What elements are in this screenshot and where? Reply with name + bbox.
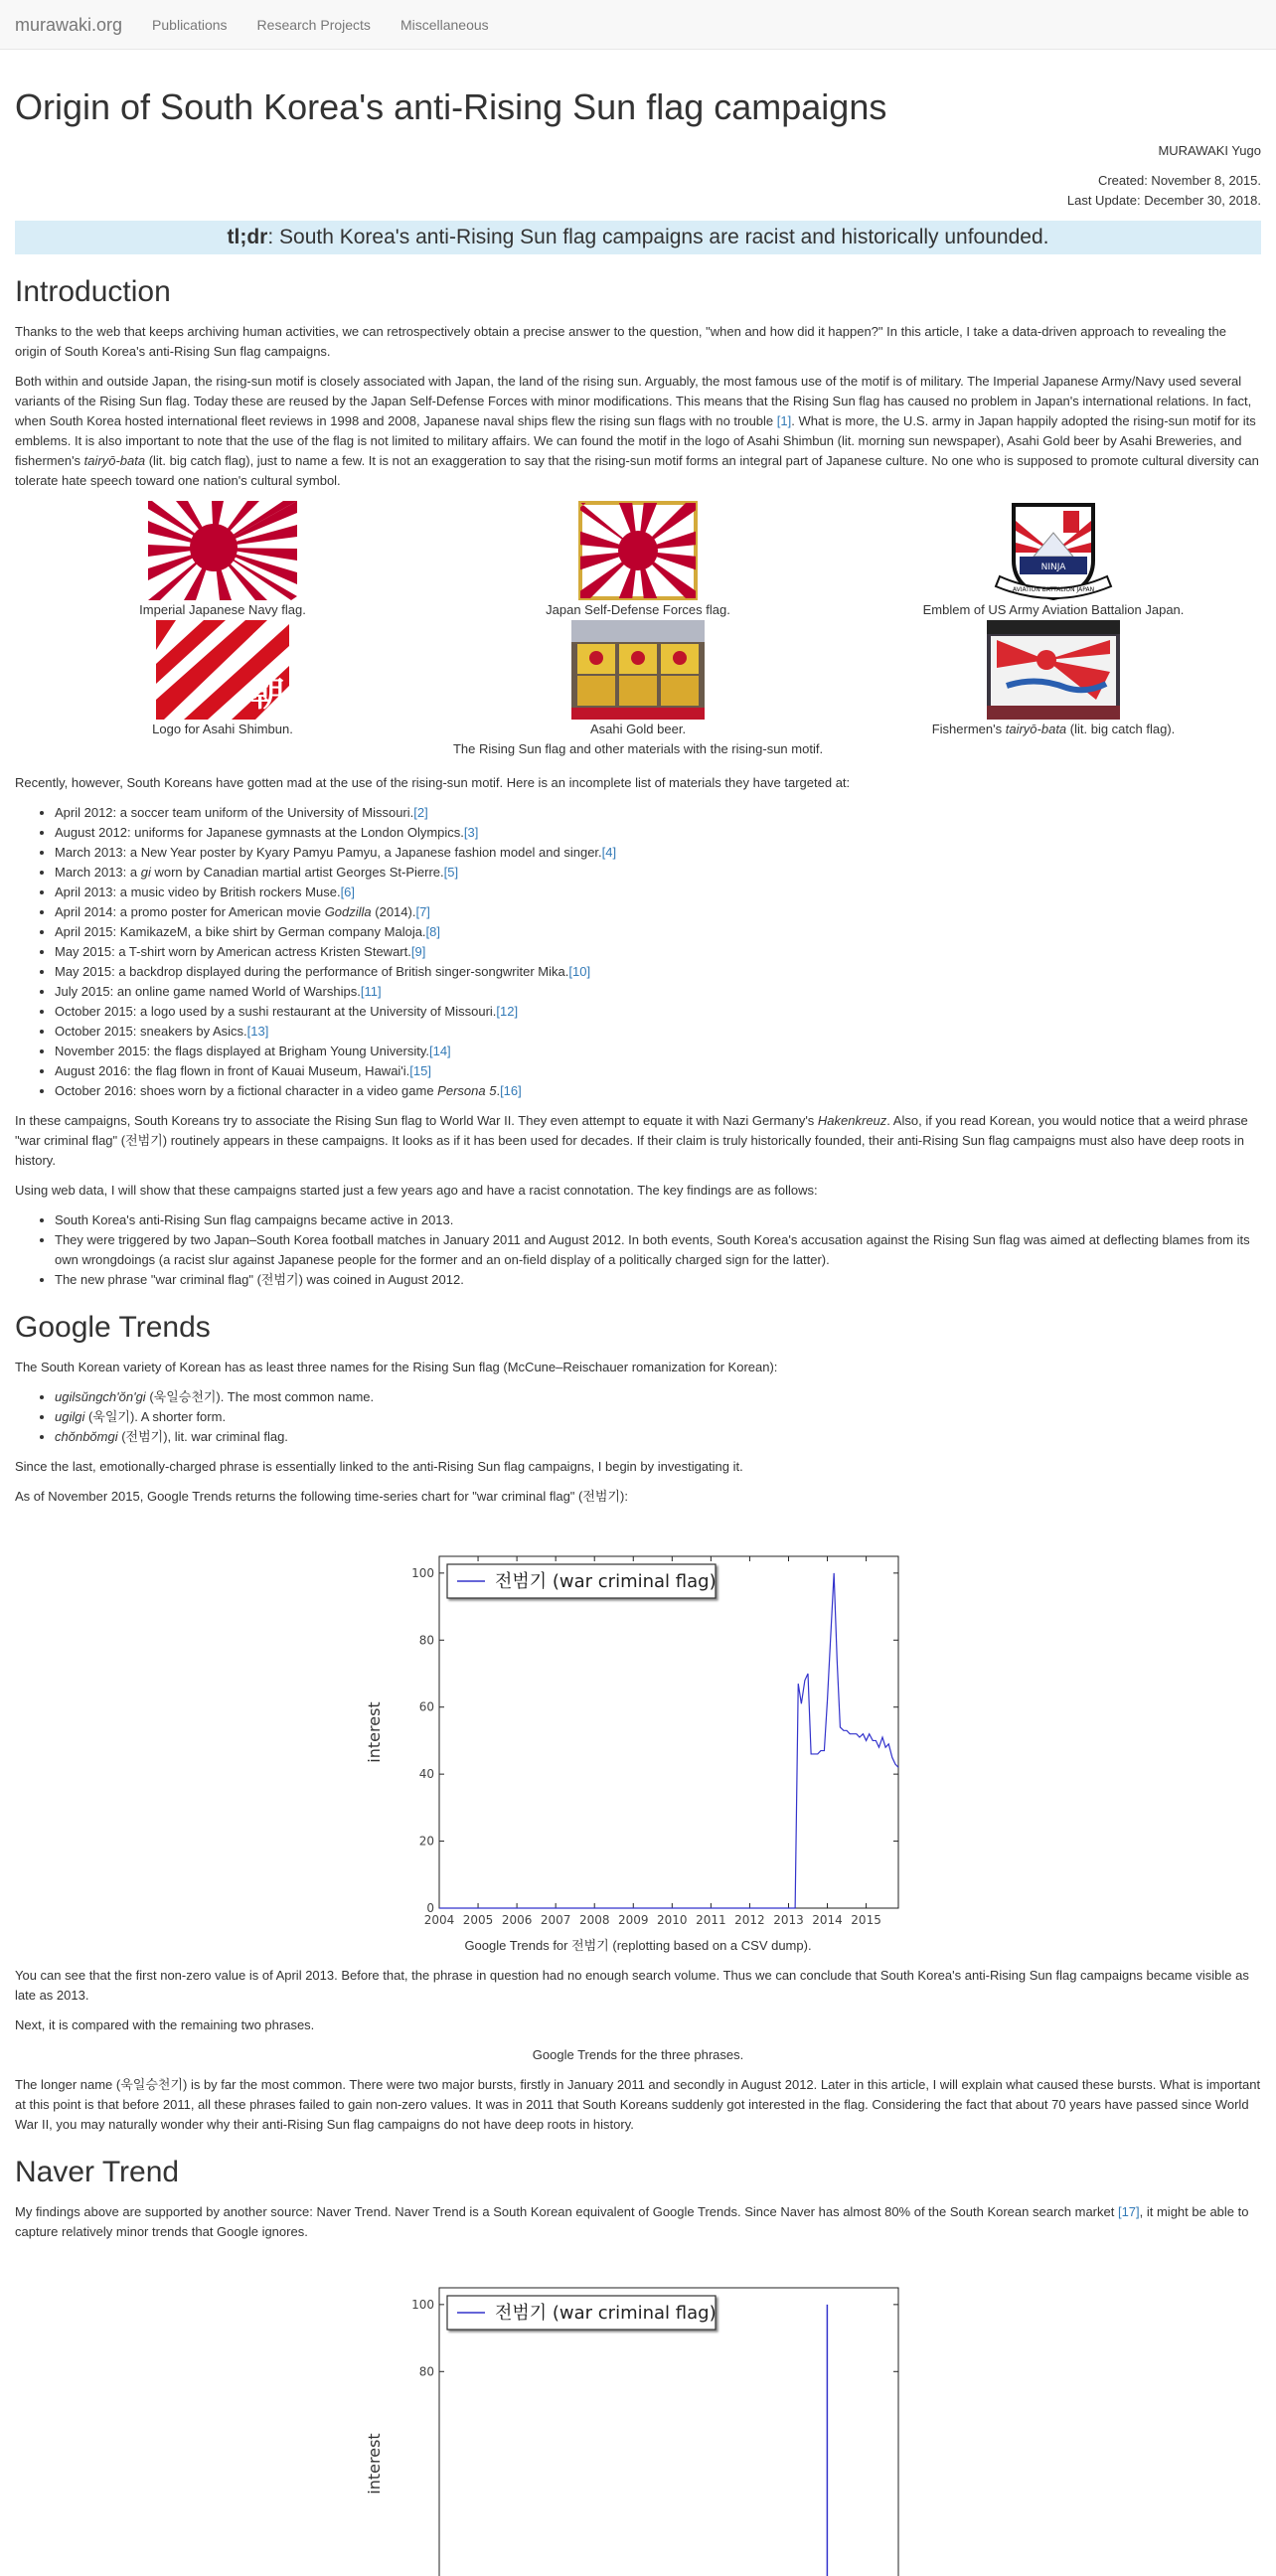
figure-tairyo-bata <box>846 620 1261 739</box>
campaign-text: October 2015: a logo used by a sushi restaurant at the University of Missouri. <box>55 1004 497 1019</box>
asahi-kanji: 朝 <box>250 675 284 715</box>
campaign-item <box>55 902 1261 922</box>
campaigns-p-text-b: . Also, if you read Korean, you would notice that a weird phrase "war criminal flag" (전범기) routinely appears in these campaigns. It looks as if it has been used for decades. If their claim is truly historically founded, their anti-Rising Sun flag campaigns must also have deep roots in history. <box>15 1113 1248 1168</box>
campaign-text: August 2012: uniforms for Japanese gymnasts at the London Olympics. <box>55 825 464 840</box>
x-tick-label: 2011 <box>696 1913 726 1924</box>
plot-frame <box>439 2288 898 2576</box>
caption-navy-flag: Imperial Japanese Navy flag. <box>139 602 306 617</box>
campaign-item <box>55 1002 1261 1022</box>
gtrends-paragraph-2: Since the last, emotionally-charged phrase is essentially linked to the anti-Rising Sun flag campaigns, I begin by investigating it. <box>15 1459 743 1474</box>
intro-paragraph-1: Thanks to the web that keeps archiving human activities, we can retrospectively obtain a precise answer to the question, "when and how did it happen?" In this article, I take a data-driven approach to revealing the origin of South Korea's anti-Rising Sun flag campaigns. <box>15 324 1226 359</box>
navbar <box>0 0 1276 50</box>
x-tick-label: 2013 <box>773 1913 804 1924</box>
article-meta <box>15 141 1261 211</box>
nav-miscellaneous[interactable]: Miscellaneous <box>399 16 489 33</box>
campaign-text: October 2016: shoes worn by a fictional character in a video game <box>55 1083 438 1098</box>
x-tick-label: 2012 <box>734 1913 765 1924</box>
gtrends-chart-container <box>15 1546 1261 1924</box>
campaign-text: April 2013: a music video by British rockers Muse. <box>55 885 341 899</box>
y-tick-label: 100 <box>411 1565 434 1580</box>
x-tick-label: 2010 <box>657 1913 688 1924</box>
campaign-text: July 2015: an online game named World of Warships. <box>55 984 361 999</box>
ref-link[interactable]: [2] <box>413 805 428 820</box>
y-tick-label: 80 <box>418 1633 434 1648</box>
figure-navy-flag <box>15 501 430 620</box>
campaign-item <box>55 803 1261 823</box>
main-container <box>0 87 1276 2576</box>
intro-p2-italic: tairyō-bata <box>83 453 146 468</box>
gtrends-paragraph-4: You can see that the first non-zero value is of April 2013. Before that, the phrase in question had no enough search volume. Thus we can conclude that South Korea's anti-Rising Sun flag campaigns became visible as late as 2013. <box>15 1968 1249 2003</box>
intro-p2-text-c: (lit. big catch flag), just to name a few. It is not an exaggeration to say that the rising-sun motif forms an integral part of Japanese culture. No one who is supposed to promote cultural diversity can tolerate hate speech toward one nation's cultural symbol. <box>15 453 1259 488</box>
name-romanized: ugilgi <box>55 1409 85 1424</box>
campaign-text: April 2012: a soccer team uniform of the University of Missouri. <box>55 805 414 820</box>
ref-link[interactable]: [14] <box>428 1044 451 1058</box>
campaign-item <box>55 962 1261 982</box>
caption-tairyo-text-a: Fishermen's <box>931 722 1006 736</box>
caption-tairyo-bata <box>932 720 1176 739</box>
campaign-italic: gi <box>140 865 151 880</box>
gtrends-paragraph-6: The longer name (욱일승천기) is by far the most common. There were two major bursts, firstly in January 2011 and secondly in August 2012. Later in this article, I will explain what caused these bursts. What is important at this point is that before 2011, all these phrases failed to gain non-zero values. It was in 2011 that South Koreans suddenly got interested in the flag. Considering the fact that about 70 years have passed since World War II, you may naturally wonder why their anti-Rising Sun flag campaigns do not have deep roots in history. <box>15 2077 1261 2132</box>
finding-item: • They were triggered by two Japan–South Korea football matches in January 2011 and August 2012. In both events, South Korea's accusation against the Rising Sun flag was aimed at deflecting blames from its own wrongdoings (a racist slur against Japanese people for the former and an on-field display of a politically charged sign for the latter). <box>55 1230 1261 1270</box>
caption-us-army-emblem: Emblem of US Army Aviation Battalion Japan. <box>922 602 1185 617</box>
findings-list <box>15 1210 1261 1290</box>
ref-link[interactable]: [15] <box>409 1063 431 1078</box>
y-tick-label: 40 <box>418 1767 434 1782</box>
naver-chart-container <box>15 2278 1261 2576</box>
us-army-emblem-image <box>984 501 1123 600</box>
name-description: (욱일승천기). The most common name. <box>145 1389 375 1404</box>
naver-chart <box>360 2278 916 2576</box>
name-item <box>55 1407 1261 1427</box>
asahi-shimbun-logo-image <box>156 620 289 720</box>
y-axis-label: interest <box>365 2433 384 2495</box>
name-description: (욱일기). A shorter form. <box>84 1409 227 1424</box>
ref-link[interactable]: [16] <box>500 1083 522 1098</box>
heading-introduction: Introduction <box>15 275 171 308</box>
campaign-text: May 2015: a backdrop displayed during the performance of British singer-songwriter Mika. <box>55 964 569 979</box>
tldr-label: tl;dr <box>227 226 268 248</box>
campaign-text: May 2015: a T-shirt worn by American actress Kristen Stewart. <box>55 944 411 959</box>
campaign-text-post: (2014). <box>371 904 416 919</box>
names-list <box>15 1387 1261 1447</box>
gtrends-caption-2: Google Trends for the three phrases. <box>532 2047 744 2062</box>
naver-paragraph-1 <box>15 2202 1261 2242</box>
naver-p1-text-b: , it might be able to capture relatively minor trends that Google ignores. <box>15 2204 1249 2239</box>
page-title: Origin of South Korea's anti-Rising Sun flag campaigns <box>15 86 887 127</box>
x-tick-label: 2006 <box>501 1913 533 1924</box>
x-tick-label: 2004 <box>423 1913 455 1924</box>
finding-item: • The new phrase "war criminal flag" (전범기) was coined in August 2012. <box>55 1270 1261 1290</box>
findings-intro: Using web data, I will show that these campaigns started just a few years ago and have a racist connotation. The key findings are as follows: <box>15 1183 818 1198</box>
caption-tairyo-text-b: (lit. big catch flag). <box>1066 722 1176 736</box>
naver-p1-text-a: My findings above are supported by another source: Naver Trend. Naver Trend is a South Korean equivalent of Google Trends. Since Naver has almost 80% of the South Korean search market <box>15 2204 1118 2219</box>
y-axis-label: interest <box>365 1701 384 1763</box>
asahi-gold-beer-image <box>571 620 705 720</box>
ref-link-17[interactable]: [17] <box>1117 2204 1140 2219</box>
x-tick-label: 2014 <box>812 1913 843 1924</box>
campaign-text: April 2014: a promo poster for American movie <box>55 904 325 919</box>
campaign-item <box>55 843 1261 863</box>
plot-frame <box>439 1556 898 1908</box>
campaign-text-post: . <box>496 1083 501 1098</box>
ref-link[interactable]: [12] <box>496 1004 519 1019</box>
gtrends-paragraph-1: The South Korean variety of Korean has as least three names for the Rising Sun flag (McCune–Reischauer romanization for Korean): <box>15 1360 778 1374</box>
intro-p2-text-b: . What is more, the U.S. army in Japan happily adopted the rising-sun motif for its emblems. It is also important to note that the use of the flag is not limited to military affairs. We can found the motif in the logo of Asahi Shimbun (lit. morning sun newspaper), Asahi Gold beer by Asahi Breweries, and fishermen's <box>15 413 1256 468</box>
ref-link[interactable]: [5] <box>443 865 459 880</box>
name-item <box>55 1427 1261 1447</box>
navy-flag-image <box>148 501 297 600</box>
jsdf-flag-image <box>578 501 698 600</box>
ref-link-1[interactable]: [1] <box>776 413 792 428</box>
ref-link[interactable]: [8] <box>425 924 441 939</box>
figure-us-army-emblem <box>846 501 1261 620</box>
y-tick-label: 100 <box>411 2297 434 2312</box>
tldr-text: : South Korea's anti-Rising Sun flag campaigns are racist and historically unfounded. <box>267 226 1049 248</box>
campaign-italic: Persona 5 <box>437 1083 497 1098</box>
figure-grid <box>15 501 1261 739</box>
figure-jsdf-flag <box>430 501 846 620</box>
finding-item: • South Korea's anti-Rising Sun flag campaigns became active in 2013. <box>55 1210 1261 1230</box>
intro-paragraph-2 <box>15 372 1261 491</box>
campaign-italic: Godzilla <box>324 904 372 919</box>
gtrends-paragraph-3: As of November 2015, Google Trends returns the following time-series chart for "war criminal flag" (전범기): <box>15 1489 628 1504</box>
campaign-text: March 2013: a New Year poster by Kyary Pamyu Pamyu, a Japanese fashion model and singer. <box>55 845 602 860</box>
heading-google-trends: Google Trends <box>15 1311 211 1344</box>
x-tick-label: 2005 <box>462 1913 494 1924</box>
campaign-item <box>55 982 1261 1002</box>
campaign-item <box>55 922 1261 942</box>
emblem-band-text: AVIATION BATTALION JAPAN <box>1012 586 1095 593</box>
intro-p2-text-a: Both within and outside Japan, the rising-sun motif is closely associated with Japan, the land of the rising sun. Arguably, the most famous use of the motif is of military. The Imperial Japanese Army/Navy used several variants of the Rising Sun flag. Today these are reused by the Japan Self-Defense Forces with minor modifications. This means that the Rising Sun flag has caused no problem in Japan's international relations. In fact, when South Korea hosted international fleet reviews in 1998 and 2008, Japanese naval ships flew the rising sun flags with no trouble <box>15 374 1252 428</box>
name-romanized: ugilsŭngch'ŏn'gi <box>55 1389 146 1404</box>
campaign-text: November 2015: the flags displayed at Brigham Young University. <box>55 1044 429 1058</box>
ref-link[interactable]: [4] <box>601 845 617 860</box>
ref-link[interactable]: [13] <box>246 1024 269 1039</box>
nav-publications[interactable]: Publications <box>152 16 228 33</box>
ref-link[interactable]: [7] <box>415 904 430 919</box>
campaign-text-post: worn by Canadian martial artist Georges St-Pierre. <box>150 865 444 880</box>
updated-date: Last Update: December 30, 2018. <box>1066 193 1261 208</box>
campaign-item <box>55 1061 1261 1081</box>
tldr-banner <box>15 221 1261 254</box>
campaign-text: October 2015: sneakers by Asics. <box>55 1024 247 1039</box>
figure-asahi-shimbun <box>15 620 430 739</box>
campaigns-paragraph <box>15 1111 1261 1171</box>
y-tick-label: 80 <box>418 2364 434 2379</box>
created-date: Created: November 8, 2015. <box>1097 173 1261 188</box>
campaigns-p-italic: Hakenkreuz <box>817 1113 887 1128</box>
campaign-item <box>55 1042 1261 1061</box>
campaign-item <box>55 942 1261 962</box>
caption-tairyo-italic: tairyō-bata <box>1005 722 1067 736</box>
x-tick-label: 2007 <box>540 1913 571 1924</box>
ref-link[interactable]: [6] <box>340 885 356 899</box>
name-romanized: chŏnbŏmgi <box>55 1429 118 1444</box>
campaign-text: March 2013: a <box>55 865 141 880</box>
campaign-item <box>55 863 1261 883</box>
campaigns-p-text-a: In these campaigns, South Koreans try to associate the Rising Sun flag to World War II. They even attempt to equate it with Nazi Germany's <box>15 1113 818 1128</box>
campaigns-intro: Recently, however, South Koreans have gotten mad at the use of the rising-sun motif. Here is an incomplete list of materials they have targeted at: <box>15 775 851 790</box>
tairyo-bata-image <box>987 620 1120 720</box>
x-tick-label: 2008 <box>578 1913 610 1924</box>
caption-jsdf-flag: Japan Self-Defense Forces flag. <box>546 602 730 617</box>
x-tick-label: 2009 <box>617 1913 649 1924</box>
caption-asahi-gold: Asahi Gold beer. <box>589 722 687 736</box>
legend-label: 전범기 (war criminal flag) <box>495 2303 717 2324</box>
campaign-text: April 2015: KamikazeM, a bike shirt by German company Maloja. <box>55 924 426 939</box>
author: MURAWAKI Yugo <box>1158 143 1261 158</box>
campaign-item <box>55 1081 1261 1101</box>
campaign-list <box>15 803 1261 1101</box>
caption-asahi-shimbun: Logo for Asahi Shimbun. <box>152 722 293 736</box>
gtrends-chart-caption: Google Trends for 전범기 (replotting based on a CSV dump). <box>464 1938 812 1953</box>
ref-link[interactable]: [10] <box>568 964 591 979</box>
brand-link[interactable]: murawaki.org <box>15 14 123 35</box>
gtrends-chart <box>360 1546 916 1924</box>
ref-link[interactable]: [11] <box>360 984 382 999</box>
nav-research-projects[interactable]: Research Projects <box>256 16 371 33</box>
heading-naver-trend: Naver Trend <box>15 2156 180 2188</box>
gtrends-paragraph-5: Next, it is compared with the remaining two phrases. <box>15 2017 315 2032</box>
y-tick-label: 60 <box>418 1699 434 1714</box>
y-tick-label: 20 <box>418 1834 434 1849</box>
ref-link[interactable]: [9] <box>410 944 426 959</box>
figure-asahi-gold <box>430 620 846 739</box>
emblem-text: NINJA <box>1040 563 1066 572</box>
figure-group-caption: The Rising Sun flag and other materials with the rising-sun motif. <box>452 741 824 756</box>
y-tick-label: 0 <box>426 1901 434 1915</box>
x-tick-label: 2015 <box>851 1913 881 1924</box>
campaign-text: August 2016: the flag flown in front of Kauai Museum, Hawai'i. <box>55 1063 410 1078</box>
legend-label: 전범기 (war criminal flag) <box>495 1571 717 1592</box>
ref-link[interactable]: [3] <box>463 825 479 840</box>
campaign-item <box>55 883 1261 902</box>
name-description: (전범기), lit. war criminal flag. <box>117 1429 288 1444</box>
campaign-item <box>55 1022 1261 1042</box>
campaign-item <box>55 823 1261 843</box>
name-item <box>55 1387 1261 1407</box>
